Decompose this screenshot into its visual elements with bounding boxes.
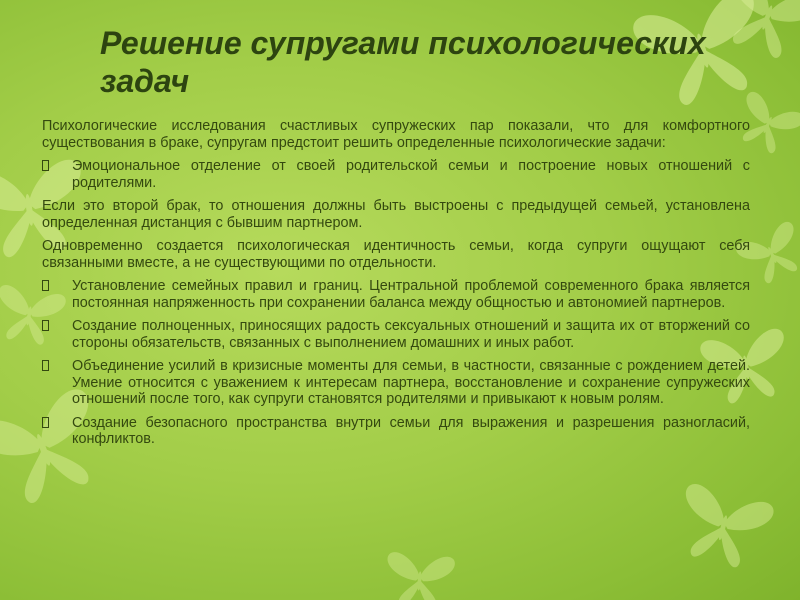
empty-square-icon [42,160,49,171]
bullet-item [42,415,750,448]
bullet-text: Объединение усилий в кризисные моменты для семьи, в частности, связанные с рождением детей. Умение относится с уважением к интересам партнера, восстановление и сохранение супружеских отношений после того, как супруги становятся родителями и привыкают к новым ролям. [72,358,750,407]
butterfly-icon [670,482,775,574]
bullet-item [42,358,750,408]
bullet-text: Эмоциональное отделение от своей родительской семьи и построение новых отношений с родителями. [72,158,750,191]
empty-square-icon [42,320,49,331]
empty-square-icon [42,280,49,291]
bullet-text: Установление семейных правил и границ. Центральной проблемой современного брака является постоянная напряженность при сохранении баланса между общностью и автономией партнеров. [72,278,750,311]
butterfly-icon [384,552,456,600]
bullet-item [42,318,750,351]
bullet-item [42,158,750,191]
intro-paragraph: Психологические исследования счастливых супружеских пар показали, что для комфортного существования в браке, супругам предстоит решить определенные психологические задачи: [42,118,750,151]
slide-title: Решение супругами психологических задач [100,25,706,99]
empty-square-icon [42,360,49,371]
bullet-item [42,278,750,311]
paragraph: Одновременно создается психологическая идентичность семьи, когда супруги ощущают себя связанными вместе, а не существующими по отдельности. [42,238,750,271]
bullet-text: Создание полноценных, приносящих радость сексуальных отношений и защита их от вторжений со стороны обязательств, связанных с выполнением домашних и иных работ. [72,318,750,351]
bullet-text: Создание безопасного пространства внутри семьи для выражения и разрешения разногласий, конфликтов. [72,414,750,447]
empty-square-icon [42,417,49,428]
paragraph: Если это второй брак, то отношения должны быть выстроены с предыдущей семьей, установлена определенная дистанция с бывшим партнером. [42,198,750,231]
slide-content [42,118,750,455]
